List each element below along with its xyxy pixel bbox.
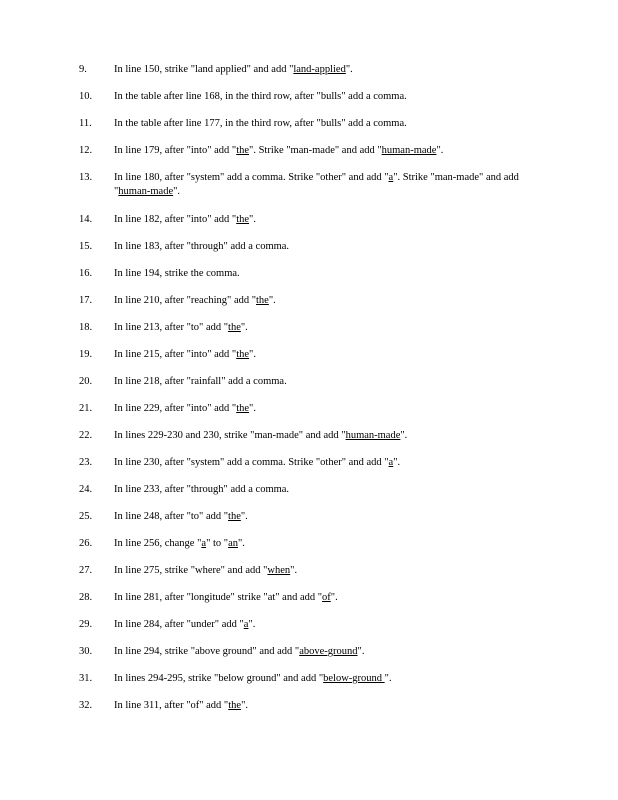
amendment-text [114, 63, 549, 77]
text-segment: ". [249, 214, 256, 225]
amendment-text [114, 267, 549, 281]
amendment-item [79, 564, 549, 578]
amendment-number: 30. [79, 646, 93, 657]
amendment-number: 26. [79, 538, 93, 549]
amendment-number: 10. [79, 91, 93, 102]
amendment-item [79, 645, 549, 659]
amendment-number: 24. [79, 484, 93, 495]
inserted-text: the [228, 322, 241, 333]
amendment-number: 11. [79, 118, 92, 129]
amendment-text [114, 483, 549, 497]
amendment-text [114, 564, 549, 578]
text-segment: In line 311, after "of" add " [114, 700, 229, 711]
amendment-item [79, 402, 549, 416]
text-segment: In line 275, strike "where" and add " [114, 565, 268, 576]
amendment-item [79, 90, 549, 104]
amendment-text [114, 240, 549, 254]
text-segment: ". [345, 64, 353, 75]
inserted-text: the [228, 511, 241, 522]
amendment-text [114, 537, 549, 551]
amendment-number: 12. [79, 145, 93, 156]
text-segment: ". [290, 565, 298, 576]
amendment-item [79, 267, 549, 281]
inserted-text: a [388, 172, 394, 183]
text-segment: In line 229, after "into" add " [114, 403, 237, 414]
amendment-text [114, 618, 549, 632]
amendment-text [114, 117, 549, 131]
amendment-number: 32. [79, 700, 93, 711]
amendment-text [114, 171, 549, 199]
amendment-item [79, 348, 549, 362]
inserted-text: an [228, 538, 238, 549]
inserted-text: above-ground [299, 646, 358, 657]
amendment-number: 29. [79, 619, 93, 630]
amendment-number: 22. [79, 430, 93, 441]
amendment-item [79, 63, 549, 77]
amendment-item [79, 510, 549, 524]
text-segment: In the table after line 168, in the third row, after "bulls" add a comma. [114, 91, 407, 102]
amendment-item [79, 213, 549, 227]
amendment-item [79, 294, 549, 308]
amendment-number: 23. [79, 457, 93, 468]
amendment-text [114, 699, 549, 713]
amendment-item [79, 240, 549, 254]
text-segment: ". [357, 646, 365, 657]
amendment-text [114, 591, 549, 605]
inserted-text: the [228, 700, 242, 711]
amendment-number: 31. [79, 673, 93, 684]
inserted-text: the [236, 403, 250, 414]
text-segment: ". Strike "man-made" and add " [114, 172, 519, 197]
amendment-list [79, 63, 549, 726]
amendment-item [79, 537, 549, 551]
inserted-text: land-applied [293, 64, 346, 75]
amendment-number: 15. [79, 241, 93, 252]
amendment-item [79, 618, 549, 632]
amendment-text [114, 321, 549, 335]
amendment-item [79, 117, 549, 131]
text-segment: In line 180, after "system" add a comma. Strike "other" and add " [114, 172, 389, 183]
amendment-number: 25. [79, 511, 93, 522]
amendment-text [114, 294, 549, 308]
inserted-text: a [201, 538, 207, 549]
text-segment: ". [330, 592, 338, 603]
amendment-text [114, 90, 549, 104]
amendment-text [114, 429, 549, 443]
text-segment: ". [173, 186, 181, 197]
inserted-text: human-made [381, 145, 437, 156]
amendment-number: 20. [79, 376, 93, 387]
amendment-text [114, 213, 549, 227]
text-segment: ". [237, 538, 245, 549]
amendment-text [114, 456, 549, 470]
amendment-item [79, 375, 549, 389]
inserted-text: of [322, 592, 331, 603]
amendment-text [114, 672, 549, 686]
text-segment: In line 150, strike "land applied" and add " [114, 64, 294, 75]
text-segment: In line 194, strike the comma. [114, 268, 240, 279]
text-segment: ". [268, 295, 276, 306]
text-segment: ". [248, 619, 256, 630]
amendment-number: 9. [79, 64, 87, 75]
text-segment: ". [240, 511, 248, 522]
amendment-number: 17. [79, 295, 93, 306]
text-segment: In line 284, after "under" add " [114, 619, 244, 630]
amendment-number: 27. [79, 565, 93, 576]
text-segment: In line 230, after "system" add a comma. Strike "other" and add " [114, 457, 389, 468]
text-segment: " to " [206, 538, 229, 549]
amendment-number: 19. [79, 349, 93, 360]
text-segment: In line 256, change " [114, 538, 202, 549]
inserted-text: when [267, 565, 291, 576]
text-segment: In line 215, after "into" add " [114, 349, 237, 360]
amendment-item [79, 456, 549, 470]
inserted-text: human-made [345, 430, 401, 441]
text-segment: ". [436, 145, 444, 156]
text-segment: In line 294, strike "above ground" and add " [114, 646, 300, 657]
text-segment: ". [384, 673, 392, 684]
text-segment: In line 210, after "reaching" add " [114, 295, 257, 306]
amendment-item [79, 591, 549, 605]
amendment-text [114, 348, 549, 362]
inserted-text: a [243, 619, 249, 630]
inserted-text: a [388, 457, 394, 468]
amendment-number: 21. [79, 403, 93, 414]
amendment-text [114, 645, 549, 659]
amendment-number: 28. [79, 592, 93, 603]
amendment-item [79, 321, 549, 335]
inserted-text: the [236, 214, 250, 225]
amendment-item [79, 699, 549, 713]
amendment-item [79, 672, 549, 686]
text-segment: In line 179, after "into" add " [114, 145, 237, 156]
amendment-item [79, 171, 549, 199]
text-segment: In lines 294-295, strike "below ground" and add " [114, 673, 324, 684]
text-segment: ". [241, 700, 248, 711]
amendment-number: 14. [79, 214, 93, 225]
inserted-text: human-made [118, 186, 174, 197]
text-segment: ". [249, 403, 256, 414]
text-segment: ". Strike "man-made" and add " [249, 145, 382, 156]
text-segment: In line 183, after "through" add a comma. [114, 241, 290, 252]
amendment-item [79, 483, 549, 497]
text-segment: In line 182, after "into" add " [114, 214, 237, 225]
amendment-number: 16. [79, 268, 93, 279]
text-segment: ". [249, 349, 256, 360]
inserted-text: the [236, 349, 250, 360]
text-segment: In line 233, after "through" add a comma. [114, 484, 290, 495]
text-segment: ". [240, 322, 248, 333]
amendment-text [114, 144, 549, 158]
inserted-text: the [256, 295, 269, 306]
text-segment: In line 281, after "longitude" strike "at" and add " [114, 592, 323, 603]
text-segment: In the table after line 177, in the third row, after "bulls" add a comma. [114, 118, 407, 129]
amendment-text [114, 510, 549, 524]
amendment-text [114, 375, 549, 389]
amendment-item [79, 144, 549, 158]
amendment-number: 13. [79, 172, 93, 183]
text-segment: In line 213, after "to" add " [114, 322, 229, 333]
inserted-text: the [236, 145, 250, 156]
text-segment: In line 218, after "rainfall" add a comma. [114, 376, 287, 387]
amendment-text [114, 402, 549, 416]
text-segment: In line 248, after "to" add " [114, 511, 229, 522]
text-segment: ". [393, 457, 401, 468]
amendment-item [79, 429, 549, 443]
amendment-number: 18. [79, 322, 93, 333]
text-segment: In lines 229-230 and 230, strike "man-made" and add " [114, 430, 346, 441]
inserted-text: below-ground [323, 673, 385, 684]
text-segment: ". [400, 430, 408, 441]
